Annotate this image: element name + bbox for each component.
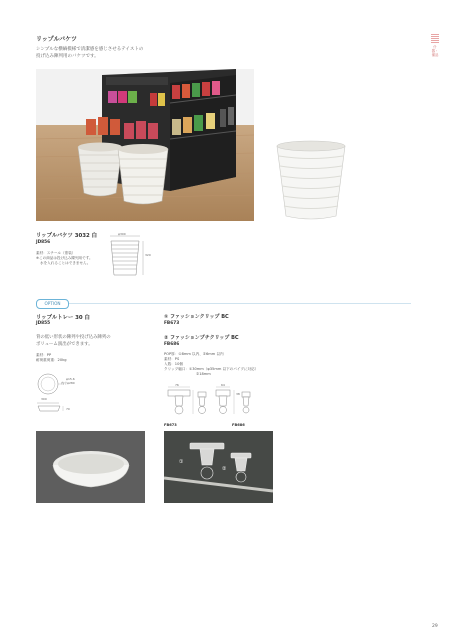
tray-photo	[36, 431, 145, 503]
product-spec-1: 素材：スチール（塗装）	[36, 251, 76, 255]
tray-name: リップルトレー 30 白	[36, 315, 90, 321]
product-spec-2: ※この商品は投げ込み陳列用です。	[36, 256, 93, 260]
tray-dim-height: 70	[66, 407, 70, 411]
tray-desc-2: ボリューム演出ができます。	[36, 342, 93, 347]
option-badge: OPTION	[36, 299, 69, 309]
tray-spec-2: 耐荷重荷重：20kg	[36, 358, 67, 362]
drawing-label-fb673: FB673	[164, 423, 177, 427]
photo-marker-1: ①	[179, 459, 184, 465]
display-rack-photo	[36, 69, 254, 221]
clip2-spec-3: 入数：10個	[164, 362, 183, 366]
basket-dim-top: φ300	[118, 232, 126, 236]
intro-line-1: シンプルな横縞模様で清潔感を感じさせるテイストの	[36, 47, 144, 52]
tray-desc-1: 背の低い形状の陳列や投げ込み陳列の	[36, 335, 111, 340]
tray-code: JD855	[36, 321, 51, 326]
tray-dim-inner-2: 内寸φ280	[61, 381, 75, 385]
side-tab-label: 什器・備品	[431, 45, 439, 57]
clip-dim-b: 64	[221, 383, 225, 387]
clip1-title: ① ファッションクリップ BC	[164, 314, 229, 320]
product-spec-3: 水を入れることはできません。	[40, 261, 91, 265]
clip2-spec-2: 素材：PS	[164, 357, 180, 361]
photo-marker-2: ②	[222, 466, 227, 472]
clip-dim-c: 38	[236, 392, 240, 396]
drawing-label-fb686: FB686	[232, 423, 245, 427]
tray-spec-1: 素材：PP	[36, 353, 52, 357]
clip-dim-a: 76	[175, 383, 179, 387]
clip2-spec-5: ②18mm	[196, 372, 211, 376]
basket-dim-height: 320	[145, 253, 151, 257]
clip2-code: FB686	[164, 342, 180, 347]
clip-photo	[164, 431, 273, 503]
intro-line-2: 投げ込み陳列用のバケツです。	[36, 54, 99, 59]
side-tab-badge	[431, 33, 439, 43]
tray-drawing	[36, 370, 86, 416]
clip-drawings	[164, 382, 264, 420]
tray-dim-width: 300	[41, 397, 47, 401]
page-number: 29	[432, 624, 438, 629]
clip2-spec-4: クリップ幅口：①30mm（φ35mm 以下のパイプに対応）	[164, 367, 259, 371]
product-name: リップルバケツ 3032 白	[36, 233, 98, 239]
clip2-title: ② ファッションプチクリップ BC	[164, 335, 239, 341]
basket-photo	[276, 140, 346, 222]
clip1-code: FB673	[164, 321, 180, 326]
basket-drawing	[106, 233, 154, 281]
product-code: JD856	[36, 240, 51, 245]
section-title: リップルバケツ	[36, 36, 78, 43]
tray-dim-inner-1: φ15.6	[66, 377, 75, 381]
clip2-spec-1: POP厚：①8mm 以内、②6mm 以内	[164, 352, 224, 356]
option-divider	[36, 303, 411, 304]
